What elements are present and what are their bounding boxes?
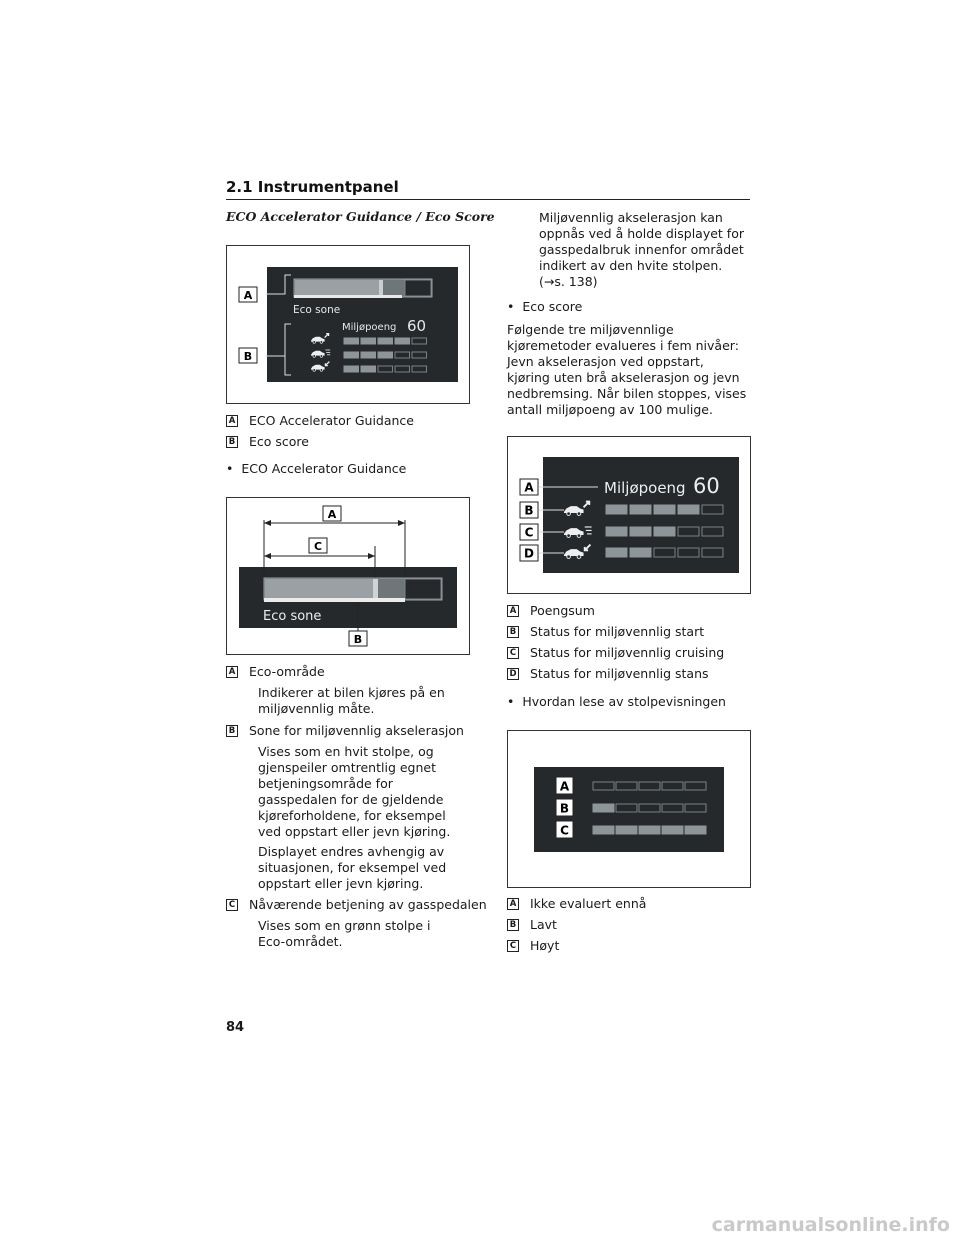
figure-bar-levels — [507, 730, 751, 888]
score-segment — [654, 505, 675, 514]
label-letter: C — [226, 899, 238, 911]
level-segment — [662, 782, 683, 790]
level-segment — [593, 782, 614, 790]
label-letter: A — [226, 415, 238, 427]
score-segment — [344, 352, 359, 358]
score-segment — [702, 527, 723, 536]
score-segment — [361, 352, 376, 358]
callout-letter: D — [524, 546, 534, 561]
score-value: 60 — [407, 317, 427, 335]
score-segment — [395, 366, 410, 372]
bullet-eco-score: • Eco score — [507, 299, 583, 314]
label-letter: C — [507, 940, 519, 952]
label-letter: D — [507, 668, 519, 680]
bullet-bar-reading: • Hvordan lese av stolpevisningen — [507, 694, 726, 709]
score-segment — [654, 548, 675, 557]
callout-letter: A — [524, 480, 534, 495]
score-segment — [630, 548, 651, 557]
score-segment — [378, 338, 393, 344]
legend-desc: Displayet endres avhengig av situasjonen, for eksempel ved oppstart eller jevn kjøring. — [258, 844, 447, 891]
level-segment — [685, 782, 706, 790]
legend-text: Eco-område — [249, 664, 325, 679]
level-segment — [685, 826, 706, 834]
score-label: Miljøpoeng — [342, 322, 397, 333]
level-segment — [616, 804, 637, 812]
level-segment — [593, 804, 614, 812]
label-letter: A — [226, 666, 238, 678]
score-segment — [412, 338, 427, 344]
score-segment — [606, 505, 627, 514]
label-letter: B — [507, 919, 519, 931]
level-segment — [662, 804, 683, 812]
watermark: carmanualsonline.info — [711, 1214, 950, 1236]
legend-text: Lavt — [530, 917, 557, 932]
legend-text: Status for miljøvennlig start — [530, 624, 705, 639]
section-divider — [226, 199, 750, 200]
callout-b: B — [243, 350, 253, 363]
legend-text: Ikke evaluert ennå — [530, 896, 647, 911]
callout-b: B — [353, 633, 363, 646]
legend-text: Nåværende betjening av gasspedalen — [249, 897, 487, 912]
page-number: 84 — [226, 1020, 245, 1035]
score-segment — [678, 505, 699, 514]
score-segment — [361, 366, 376, 372]
score-label: Miljøpoeng — [604, 479, 686, 497]
score-segment — [606, 527, 627, 536]
eco-zone-text: Eco sone — [263, 609, 322, 624]
score-segment — [361, 338, 376, 344]
label-letter: B — [507, 626, 519, 638]
callout-a: A — [327, 508, 337, 521]
label-letter: B — [226, 436, 238, 448]
score-segment — [654, 527, 675, 536]
label-letter: A — [507, 605, 519, 617]
score-segment — [606, 548, 627, 557]
score-segment — [412, 366, 427, 372]
eco-zone-text: Eco sone — [293, 304, 341, 316]
score-segment — [702, 505, 723, 514]
level-segment — [662, 826, 683, 834]
legend-text: Poengsum — [530, 603, 595, 618]
level-segment — [639, 804, 660, 812]
score-segment — [702, 548, 723, 557]
score-segment — [678, 527, 699, 536]
legend-desc: Vises som en grønn stolpe i Eco-området. — [258, 918, 431, 949]
callout-letter: C — [560, 823, 569, 838]
legend-text: ECO Accelerator Guidance — [249, 413, 414, 428]
level-segment — [685, 804, 706, 812]
label-letter: B — [226, 725, 238, 737]
level-segment — [616, 826, 637, 834]
callout-letter: B — [524, 503, 534, 518]
level-segment — [639, 826, 660, 834]
score-paragraph: Følgende tre miljøvennlige kjøremetoder evalueres i fem nivåer: Jevn akselerasjon ved oppstart, kjøring uten brå akselerasjon og jevn nedbremsing. Når bilen stoppes, vises antall miljøpoeng av 100 mulige. — [507, 322, 747, 417]
callout-letter: B — [559, 801, 570, 816]
legend-desc: Vises som en hvit stolpe, og gjenspeiler omtrentlig egnet betjeningsområde for gasspedalen for de gjeldende kjøreforholdene, for eksempel ved oppstart eller jevn kjøring. — [258, 744, 451, 839]
callout-a: A — [243, 289, 253, 302]
subheading: ECO Accelerator Guidance / Eco Score — [226, 209, 495, 224]
callout-c: C — [313, 540, 323, 553]
score-segment — [678, 548, 699, 557]
callout-letter: C — [524, 525, 534, 540]
legend-text: Høyt — [530, 938, 560, 953]
figure-eco-display — [226, 245, 470, 404]
level-segment — [639, 782, 660, 790]
section-title: 2.1 Instrumentpanel — [226, 178, 399, 196]
label-letter: A — [507, 898, 519, 910]
legend-text: Eco score — [249, 434, 309, 449]
score-segment — [378, 366, 393, 372]
bullet-eco-guidance: • ECO Accelerator Guidance — [226, 461, 407, 476]
figure-eco-guidance — [226, 497, 470, 655]
callout-letter: A — [559, 779, 570, 794]
level-segment — [616, 782, 637, 790]
legend-text: Status for miljøvennlig stans — [530, 666, 709, 681]
legend-text: Sone for miljøvennlig akselerasjon — [249, 723, 464, 738]
score-segment — [412, 352, 427, 358]
score-segment — [344, 338, 359, 344]
legend-text: Status for miljøvennlig cruising — [530, 645, 725, 660]
score-segment — [630, 527, 651, 536]
score-segment — [395, 338, 410, 344]
figure-eco-score — [507, 436, 751, 594]
score-segment — [630, 505, 651, 514]
score-segment — [344, 366, 359, 372]
score-segment — [395, 352, 410, 358]
score-value: 60 — [693, 474, 720, 498]
legend-desc: Indikerer at bilen kjøres på en miljøvennlig måte. — [258, 685, 445, 716]
label-letter: C — [507, 647, 519, 659]
score-segment — [378, 352, 393, 358]
intro-paragraph: Miljøvennlig akselerasjon kan oppnås ved å holde displayet for gasspedalbruk innenfor området indikert av den hvite stolpen. (→s. 138) — [539, 210, 744, 289]
level-segment — [593, 826, 614, 834]
